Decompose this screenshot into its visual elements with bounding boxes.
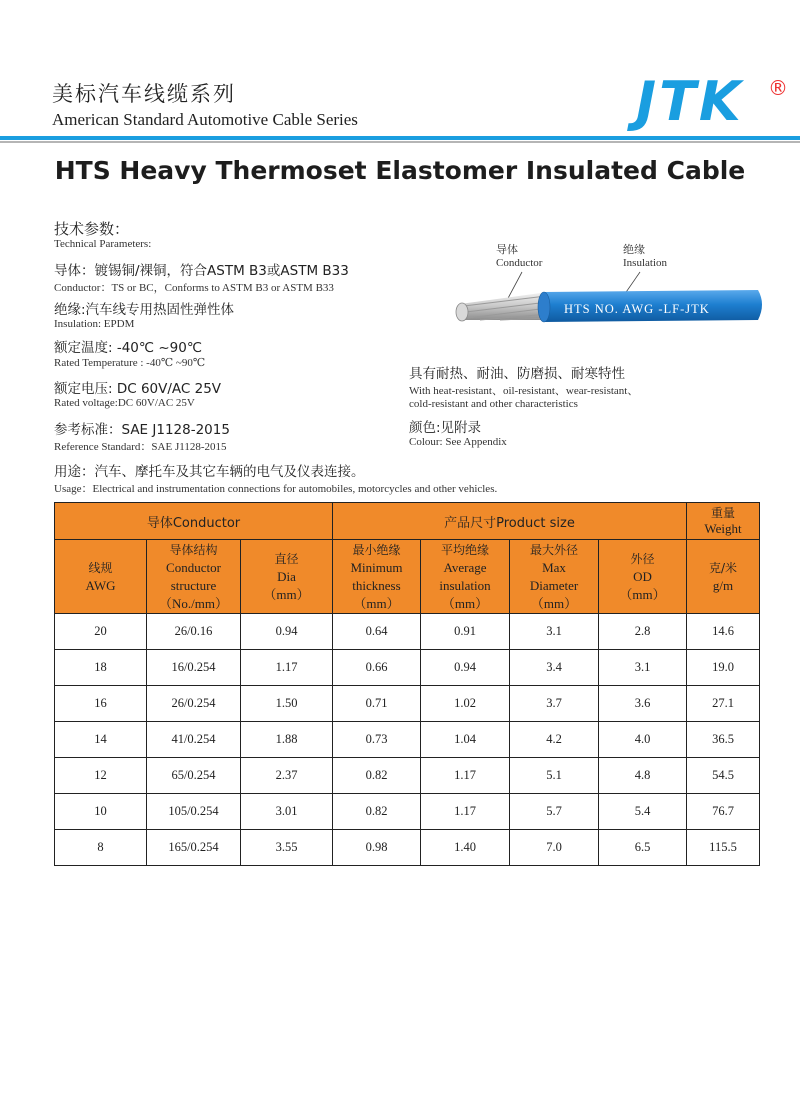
cable-diagram — [440, 268, 770, 338]
cell-min-thickness: 0.82 — [333, 758, 421, 794]
col-header-dia — [241, 540, 333, 614]
col-max-en-2: Diameter — [529, 577, 579, 593]
table-row — [55, 650, 760, 686]
col-structure-en-2: structure — [170, 577, 217, 593]
col-structure-cn: 导体结构 — [169, 542, 218, 557]
spec-features-en-1: With heat-resistant、oil-resistant、wear-resistant、 — [409, 385, 639, 397]
col-avg-cn: 平均绝缘 — [440, 542, 489, 557]
cell-structure: 26/0.254 — [147, 686, 241, 722]
col-min-en-2: thickness — [352, 577, 401, 593]
spec-usage-cn: 用途：汽车、摩托车及其它车辆的电气及仪表连接。 — [54, 464, 365, 480]
cell-avg-insulation: 1.02 — [421, 686, 510, 722]
cell-max-diameter: 3.1 — [510, 614, 599, 650]
col-dia-cn: 直径 — [274, 551, 299, 566]
cell-dia: 1.50 — [241, 686, 333, 722]
cell-max-diameter: 3.4 — [510, 650, 599, 686]
col-header-weight — [687, 540, 760, 614]
cell-min-thickness: 0.98 — [333, 830, 421, 866]
weight-header-cn: 重量 — [710, 506, 735, 520]
spec-heading-cn: 技术参数： — [54, 220, 130, 238]
cell-avg-insulation: 1.17 — [421, 758, 510, 794]
col-structure-unit: （No./mm） — [159, 595, 228, 611]
cell-dia: 0.94 — [241, 614, 333, 650]
col-max-unit: （mm） — [530, 595, 578, 611]
cell-awg: 12 — [55, 758, 147, 794]
stranded-conductor — [456, 292, 550, 321]
col-max-en-1: Max — [542, 559, 566, 575]
cell-avg-insulation: 1.17 — [421, 794, 510, 830]
table-column-header — [55, 540, 760, 614]
cell-awg: 8 — [55, 830, 147, 866]
table-row — [55, 830, 760, 866]
cell-max-diameter: 7.0 — [510, 830, 599, 866]
registered-mark: ® — [768, 76, 788, 100]
col-avg-en-1: Average — [443, 559, 487, 575]
cell-weight: 115.5 — [687, 830, 760, 866]
col-awg-en: AWG — [85, 577, 116, 593]
spec-table — [54, 502, 760, 866]
col-min-unit: （mm） — [353, 595, 400, 611]
col-header-avg-insulation — [421, 540, 510, 614]
spec-heading — [54, 218, 151, 250]
spec-usage — [54, 460, 497, 496]
cell-dia: 1.88 — [241, 722, 333, 758]
cell-structure: 16/0.254 — [147, 650, 241, 686]
spec-usage-en: Usage：Electrical and instrumentation connections for automobiles, motorcycles and other vehicles. — [54, 483, 498, 495]
cell-min-thickness: 0.64 — [333, 614, 421, 650]
cell-structure: 165/0.254 — [147, 830, 241, 866]
col-header-max-diameter — [510, 540, 599, 614]
spec-temperature — [54, 336, 205, 369]
diagram-insulation-cn: 绝缘 — [623, 244, 645, 256]
cell-structure: 65/0.254 — [147, 758, 241, 794]
spec-features-cn: 具有耐热、耐油、防磨损、耐寒特性 — [409, 366, 625, 382]
cell-max-diameter: 4.2 — [510, 722, 599, 758]
cell-max-diameter: 5.1 — [510, 758, 599, 794]
cell-awg: 10 — [55, 794, 147, 830]
cell-weight: 54.5 — [687, 758, 760, 794]
spec-insulation-cn: 绝缘:汽车线专用热固性弹性体 — [54, 302, 235, 318]
col-od-unit: （mm） — [619, 586, 666, 602]
col-avg-en-2: insulation — [439, 577, 491, 593]
cell-avg-insulation: 1.40 — [421, 830, 510, 866]
cell-awg: 20 — [55, 614, 147, 650]
cell-dia: 3.55 — [241, 830, 333, 866]
cell-od: 3.6 — [599, 686, 687, 722]
table-group-header — [55, 503, 760, 540]
diagram-insulation-en: Insulation — [623, 257, 667, 269]
series-title-cn: 美标汽车线缆系列 — [52, 82, 236, 106]
spec-insulation — [54, 298, 234, 330]
cell-od: 2.8 — [599, 614, 687, 650]
spec-heading-en: Technical Parameters: — [54, 238, 152, 250]
jtk-logo: JTK — [636, 70, 744, 133]
spec-voltage-en: Rated voltage:DC 60V/AC 25V — [54, 397, 195, 409]
cell-dia: 1.17 — [241, 650, 333, 686]
diagram-conductor-cn: 导体 — [496, 244, 518, 256]
col-min-en-1: Minimum — [350, 559, 403, 575]
series-title-en: American Standard Automotive Cable Series — [52, 110, 358, 129]
spec-standard — [54, 418, 230, 454]
weight-header-en: Weight — [704, 521, 742, 536]
spec-colour-en: Colour: See Appendix — [409, 436, 507, 448]
spec-colour — [409, 416, 507, 448]
col-weight-cn: 克/米 — [708, 560, 738, 575]
cell-od: 6.5 — [599, 830, 687, 866]
cell-awg: 16 — [55, 686, 147, 722]
group-product-header: 产品尺寸Product size — [333, 503, 687, 540]
cell-avg-insulation: 0.91 — [421, 614, 510, 650]
spec-temperature-cn: 额定温度: -40℃ ~90℃ — [54, 340, 202, 356]
col-od-cn: 外径 — [630, 551, 655, 566]
header-rule-blue — [0, 136, 800, 140]
page-title: HTS Heavy Thermoset Elastomer Insulated Cable — [54, 156, 746, 185]
cell-max-diameter: 5.7 — [510, 794, 599, 830]
cell-dia: 2.37 — [241, 758, 333, 794]
spec-features-en-2: cold-resistant and other characteristics — [409, 398, 578, 410]
spec-temperature-en: Rated Temperature : -40℃ ~90℃ — [54, 357, 206, 369]
cell-awg: 14 — [55, 722, 147, 758]
col-header-min-thickness — [333, 540, 421, 614]
col-min-cn: 最小绝缘 — [352, 542, 401, 557]
cell-min-thickness: 0.71 — [333, 686, 421, 722]
col-header-od — [599, 540, 687, 614]
cell-structure: 26/0.16 — [147, 614, 241, 650]
cell-structure: 105/0.254 — [147, 794, 241, 830]
spec-voltage-cn: 额定电压: DC 60V/AC 25V — [54, 381, 222, 397]
diagram-conductor-label — [496, 244, 542, 270]
spec-voltage — [54, 377, 221, 409]
cell-od: 3.1 — [599, 650, 687, 686]
cell-avg-insulation: 0.94 — [421, 650, 510, 686]
table-row — [55, 686, 760, 722]
spec-insulation-en: Insulation: EPDM — [54, 318, 135, 330]
cell-awg: 18 — [55, 650, 147, 686]
diagram-conductor-en: Conductor — [496, 257, 543, 269]
col-weight-en: g/m — [712, 577, 734, 593]
cell-od: 5.4 — [599, 794, 687, 830]
col-dia-en: Dia — [277, 568, 296, 584]
col-header-awg — [55, 540, 147, 614]
cell-weight: 27.1 — [687, 686, 760, 722]
col-header-structure — [147, 540, 241, 614]
cell-min-thickness: 0.82 — [333, 794, 421, 830]
col-dia-unit: （mm） — [263, 586, 310, 602]
cable-print-text: HTS NO. AWG -LF-JTK — [564, 302, 710, 316]
cell-weight: 19.0 — [687, 650, 760, 686]
diagram-insulation-label — [623, 244, 667, 270]
cell-min-thickness: 0.66 — [333, 650, 421, 686]
group-conductor-header: 导体Conductor — [55, 503, 333, 540]
spec-features — [409, 362, 638, 410]
cell-od: 4.8 — [599, 758, 687, 794]
col-max-cn: 最大外径 — [529, 542, 578, 557]
cell-weight: 36.5 — [687, 722, 760, 758]
header-rule-grey — [0, 141, 800, 143]
cell-min-thickness: 0.73 — [333, 722, 421, 758]
col-od-en: OD — [633, 568, 652, 584]
cell-weight: 14.6 — [687, 614, 760, 650]
cell-weight: 76.7 — [687, 794, 760, 830]
table-row — [55, 758, 760, 794]
spec-conductor — [54, 259, 349, 295]
col-avg-unit: （mm） — [441, 595, 489, 611]
col-structure-en-1: Conductor — [166, 559, 221, 575]
spec-standard-cn: 参考标准：SAE J1128-2015 — [54, 422, 230, 438]
cell-max-diameter: 3.7 — [510, 686, 599, 722]
cell-avg-insulation: 1.04 — [421, 722, 510, 758]
cell-od: 4.0 — [599, 722, 687, 758]
table-row — [55, 722, 760, 758]
cell-dia: 3.01 — [241, 794, 333, 830]
table-row — [55, 794, 760, 830]
spec-standard-en: Reference Standard：SAE J1128-2015 — [54, 441, 227, 453]
table-row — [55, 614, 760, 650]
col-awg-cn: 线规 — [88, 560, 113, 575]
cell-structure: 41/0.254 — [147, 722, 241, 758]
spec-conductor-cn: 导体：镀锡铜/裸铜，符合ASTM B3或ASTM B33 — [54, 263, 349, 279]
table-body — [55, 614, 760, 866]
spec-colour-cn: 颜色:见附录 — [409, 420, 482, 436]
spec-conductor-en: Conductor：TS or BC，Conforms to ASTM B3 or ASTM B33 — [54, 282, 334, 294]
group-weight-header — [687, 503, 760, 540]
